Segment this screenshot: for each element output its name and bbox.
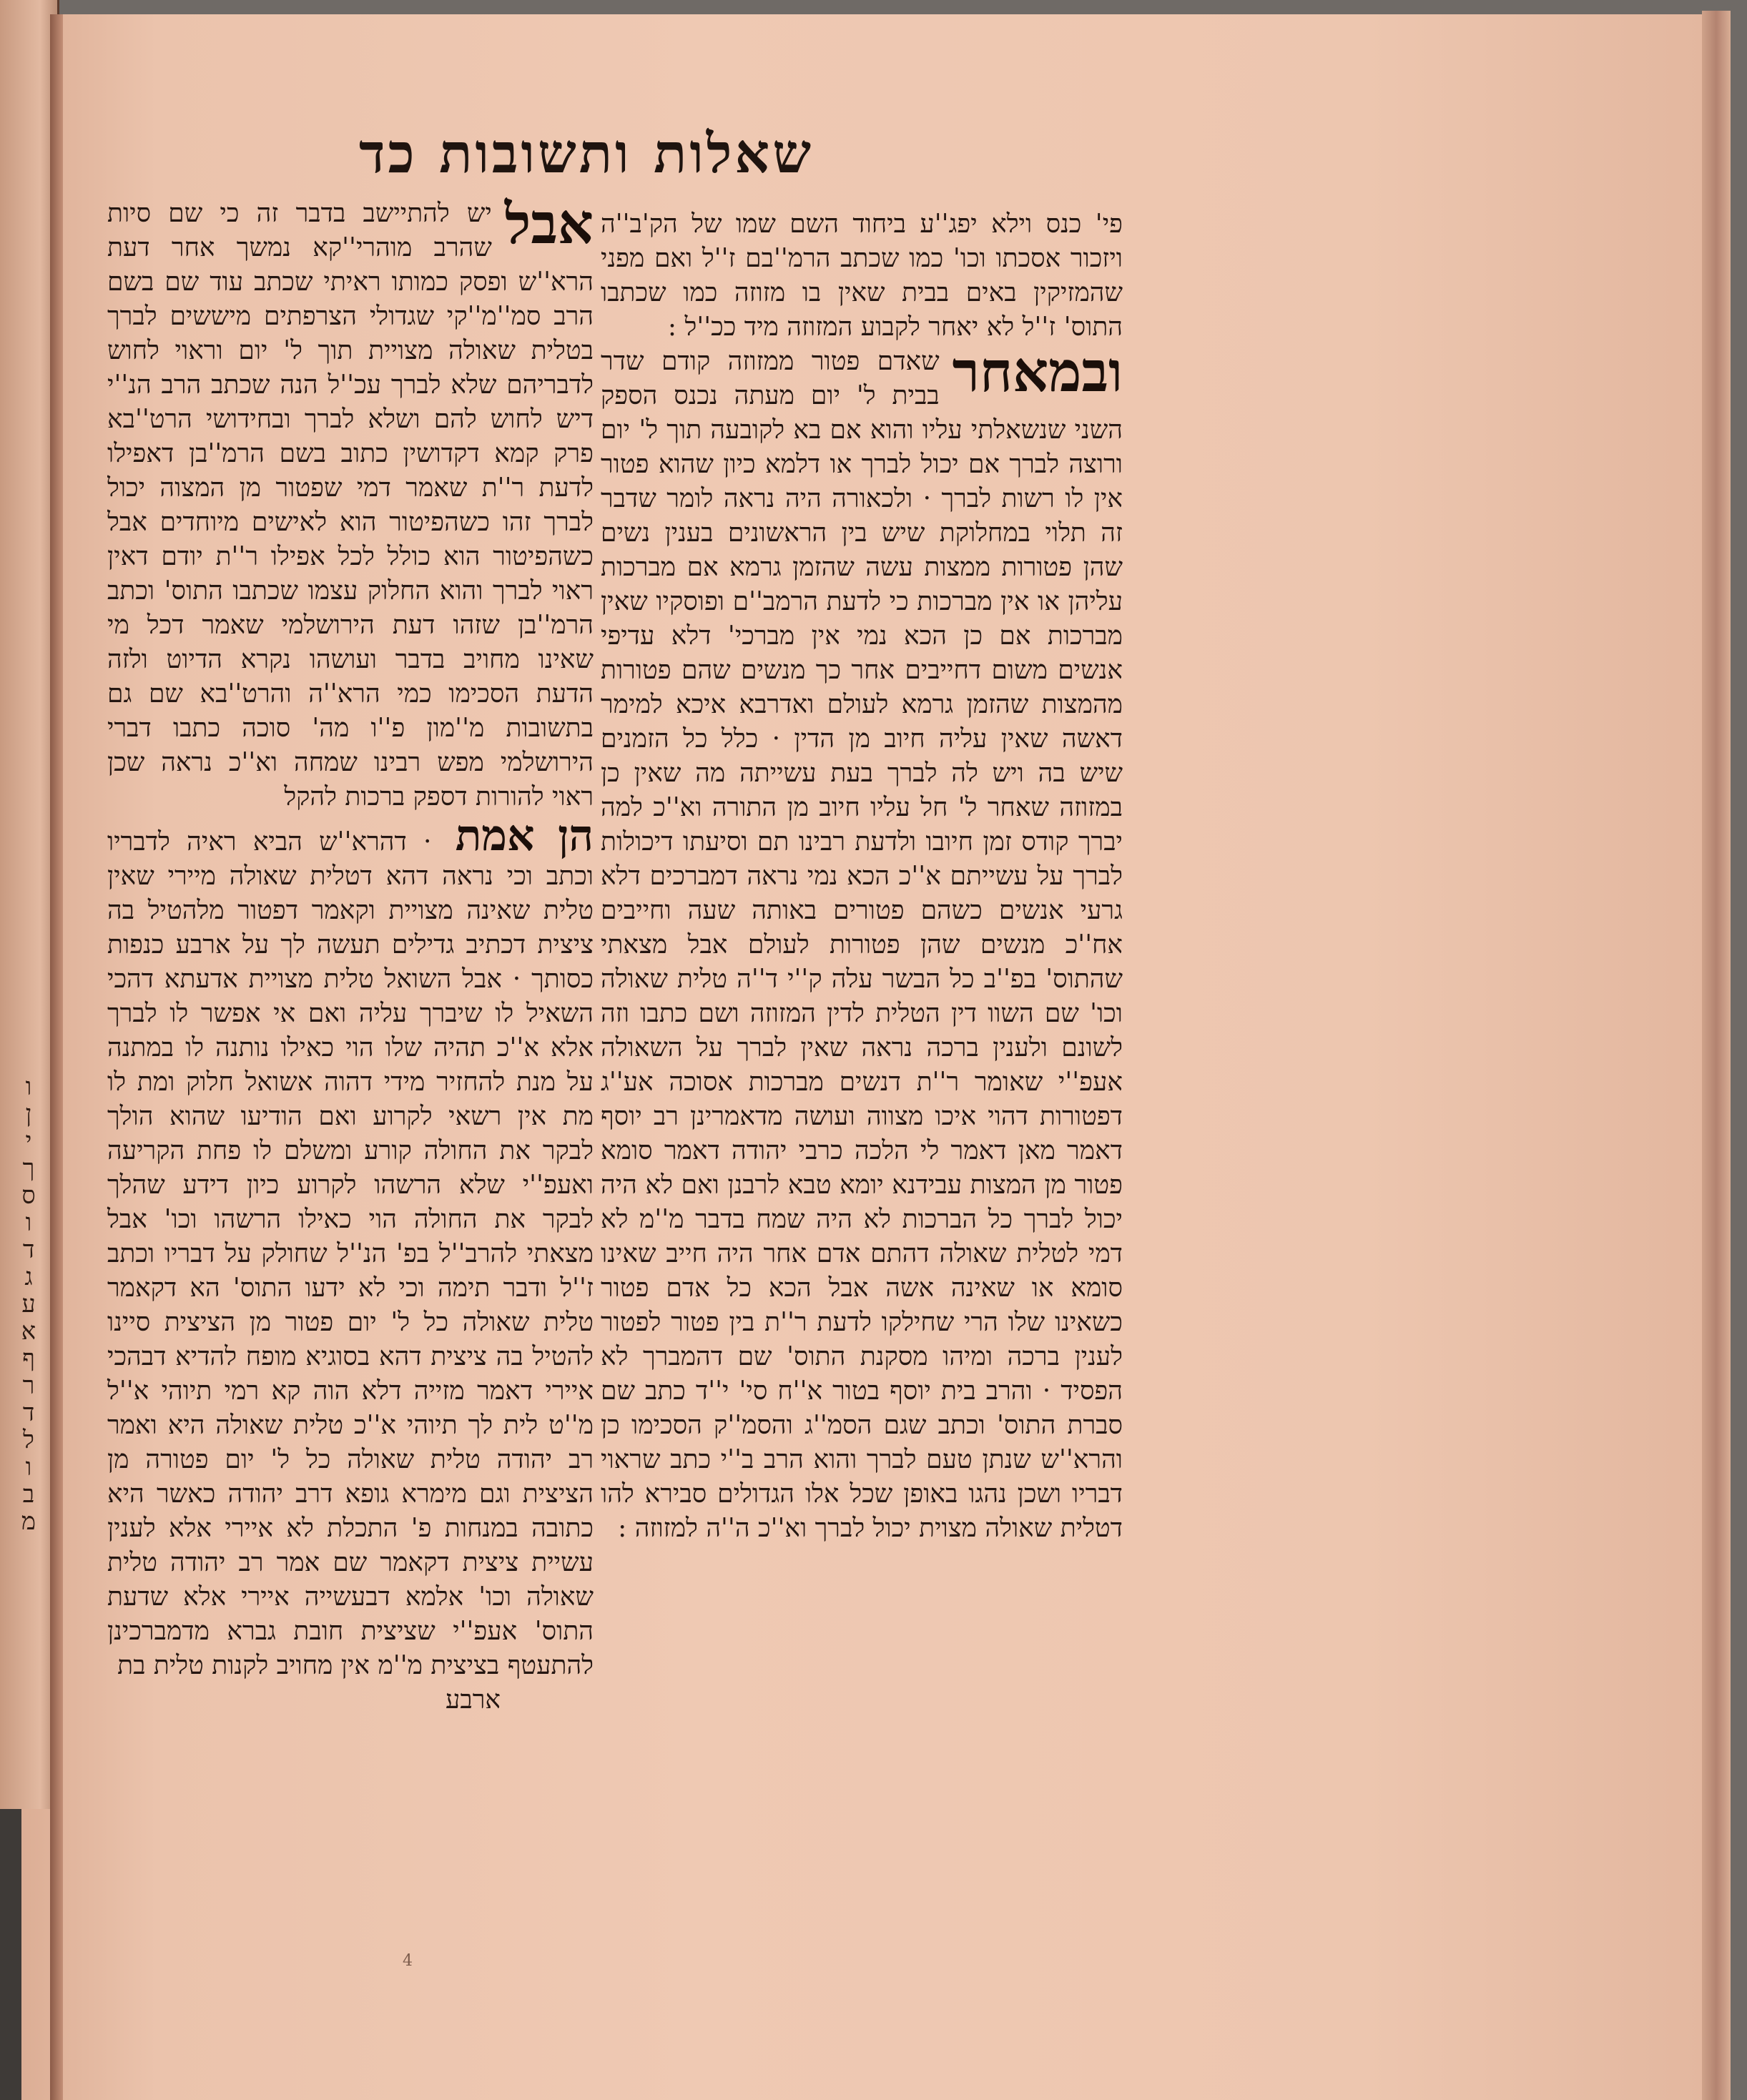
right-paragraph-1: פי' כנס וילא יפג''ע ביחוד השם שמו של הק'ב''ה ויזכור אסכתו וכו' כמו שכתב הרמ''בם ז''ל ואם מפני שהמזיקין באים בבית שאין בו מזוזה כמו שכתבו התוס' ז''ל לא יאחר לקבוע המזוזה מיד ככ''ל : <box>601 209 1123 342</box>
prev-letter: ע <box>21 1290 36 1318</box>
catchword: ארבע <box>445 1685 501 1715</box>
left-paragraph-2: · דהרא''ש הביא ראיה לדבריו וכתב וכי נראה דהא דטלית שאולה מיירי שאין טלית שאינה מצויית וקאמר דפטור מלהטיל בה ציצית דכתיב גדילים תעשה לך על ארבע כנפות כסותך · אבל השואל טלית מצויית אדעתא דהכי השאיל לו שיברך עליה ואם אי אפשר לו לברך אלא א''כ תהיה שלו הוי כאילו נותנה לו במתנה על מנת להחזיר מידי דהוה אשואל חלוק ומת לו מת אין רשאי לקרוע ואם הודיעו שהוא הולך לבקר את החולה קורע ומשלם לו פחת הקריעה ואעפ''י שלא הרשהו לקרוע כיון דידע שהלך לבקר את החולה הוי כאילו הרשהו וכו' אבל מצאתי להרב''ל בפ' הנ''ל שחולק על דבריו וכתב ז''ל ודבר תימה וכי לא ידעו התוס' הא דקאמר טלית שאולה כל ל' יום פטור מן הציצית סיינו להטיל בה ציצית דהא בסוגיא מופח להדיא דבהכי איירי דאמר מזייה דלא הוה קא רמי תיוהי א''ל מ''ט לית לך תיוהי א''כ טלית שאולה היא ואמר רב יהודה טלית שאולה כל ל' יום פטורה מן הציצית וגם מימרא גופא דרב יהודה כאשר היא כתובה במנחות פ' התכלת לא איירי אלא לענין עשיית ציצית דקאמר שם אמר רב יהודה טלית שאולה וכו' אלמא דבעשייה איירי אלא שדעת התוס' אעפ''י שציצית חובת גברא מדמברכינן להתעטף בציצית מ''מ אין מחויב לקנות טלית בת <box>107 827 594 1680</box>
right-paragraph-2: שאדם פטור ממזוזה קודם שדר בבית ל' יום מעתה נכנס הספק השני שנשאלתי עליו והוא אם בא לקובעה תוך ל' יום ורוצה לברך אם יכול לברך או דלמא כיון שהוא פטור אין לו רשות לברך · ולכאורה היה נראה לומר שדבר זה תלוי במחלוקת שיש בין הראשונים בענין נשים שהן פטורות ממצות עשה שהזמן גרמא אם מברכות עליהן או אין מברכות כי לדעת הרמב''ם ופוסקיו שאין מברכות אם כן הכא נמי אין מברכי' דלא עדיפי אנשים משום דחייבים אחר כך מנשים שהם פטורות מהמצות שהזמן גרמא לעולם ואדרבא איכא למימר דאשה שאין עליה חיוב מן הדין · כלל כל הזמנים שיש בה ויש לה לברך בעת עשייתה מה שאין כן במזוזה שאחר ל' חל עליו חיוב מן התורה וא''כ למה יברך קודס זמן חיובו ולדעת רבינו תם וסיעתו דיכולות לברך על עשייתם א''כ הכא נמי נראה דמברכים דלא גרעי אנשים כשהם פטורים באותה שעה וחייבים אח''כ מנשים שהן פטורות לעולם אבל מצאתי שהתוס' בפ''ב כל הבשר עלה ק''י ד''ה טלית שאולה וכו' שם השוו דין הטלית לדין המזוזה ושם כתבו וזה לשונם ולענין ברכה נראה שאין לברך על השאולה אעפ''י שאומר ר''ת דנשים מברכות אסוכה אע''ג דפטורות דהוי איכו מצווה ועושה מדאמרינן רב יוסף דאמר מאן דאמר לי הלכה כרבי יהודה דאמר סומא פטור מן המצות עבידנא יומא טבא לרבנן ואם לא היה יכול לברך כל הברכות לא היה שמח בדבר מ''מ לא דמי לטלית שאולה דהתם אדם אחר היה חייב שאינו סומא או שאינה אשה אבל הכא כל אדם פטור כשאינו שלו הרי שחילקו לדעת ר''ת בין פטור לפטור לענין ברכה ומיהו מסקנת התוס' שם דהמברך לא הפסיד · והרב בית יוסף בטור א''ח סי' י''ד כתב שם סברת התוס' וכתב שגם הסמ''ג והסמ''ק הסכימו כן והרא''ש שנתן טעם לברך והוא הרב ב''י כתב שראוי דבריו ושכן נהגו באופן שכל אלו הגדולים סבירא להו דטלית שאולה מצוית יכול לברך וא''כ ה''ה למזוזה : <box>601 347 1123 1543</box>
prev-letter: מ <box>21 1507 36 1536</box>
left-paragraph-1-block <box>107 197 594 814</box>
previous-page-letters <box>7 1073 50 1534</box>
prev-letter: ו <box>25 1073 32 1101</box>
prev-letter: ב <box>22 1480 35 1509</box>
prev-letter: ר <box>22 1371 35 1400</box>
prev-letter: ד <box>22 1236 35 1264</box>
right-column <box>601 207 1123 1550</box>
prev-letter: ס <box>21 1181 36 1210</box>
prev-letter: ג <box>24 1263 33 1291</box>
prev-letter: ו <box>25 1453 32 1482</box>
mid-lead-word: הן אמת <box>455 811 594 861</box>
prev-letter: ל <box>23 1426 34 1454</box>
book-spine <box>50 14 63 2100</box>
footer-mark: 4 <box>403 1952 413 1970</box>
prev-letter: א <box>21 1317 36 1346</box>
lead-word: ובמאחר <box>952 345 1123 405</box>
prev-letter: ך <box>22 1154 35 1183</box>
prev-letter: ו <box>25 1208 32 1237</box>
right-paragraph-2-block <box>601 345 1123 1546</box>
prev-letter: י <box>25 1127 32 1155</box>
lead-word: אבל <box>504 197 594 257</box>
prev-letter: ף <box>22 1344 35 1373</box>
left-column <box>107 197 594 1717</box>
page-edge-right <box>1702 11 1731 2100</box>
prev-letter: ד <box>22 1399 35 1427</box>
left-paragraph-2-wrap <box>107 811 594 1683</box>
left-paragraph-1: יש להתיישב בדבר זה כי שם סיות שהרב מוהרי''קא נמשך אחר דעת הרא''ש ופסק כמותו ראיתי שכתב עוד שם בשם הרב סמ''מ''קי שגדולי הצרפתים מיששים לברך בטלית שאולה מצויית תוך ל' יום וראוי לחוש לדבריהם שלא לברך עכ''ל הנה שכתב הרב הנ''י דיש לחוש להם ושלא לברך ובחידושי הרט''בא פרק קמא דקדושין כתוב בשם הרמ''בן דאפילו לדעת ר''ת שאמר דמי שפטור מן המצוה יכול לברך זהו כשהפיטור הוא לאישים מיוחדים אבל כשהפיטור הוא כולל לכל אפילו ר''ת יודם דאין ראוי לברך והוא החלוק עצמו שכתבו התוס' וכתב הרמ''בן שזהו דעת הירושלמי שאמר דכל מי שאינו מחויב בדבר ועושהו נקרא הדיוט ולזה הדעת הסכימו כמי הרא''ה והרט''בא שם גם בתשובות מ''מון פ''ו מה' סוכה כתבו דברי הירושלמי מפש רבינו שמחה וא''כ נראה שכן ראוי להורות דספק ברכות להקל <box>107 199 594 812</box>
page-title: שאלות ותשובות כד <box>358 122 815 185</box>
prev-letter: ן <box>25 1100 32 1128</box>
